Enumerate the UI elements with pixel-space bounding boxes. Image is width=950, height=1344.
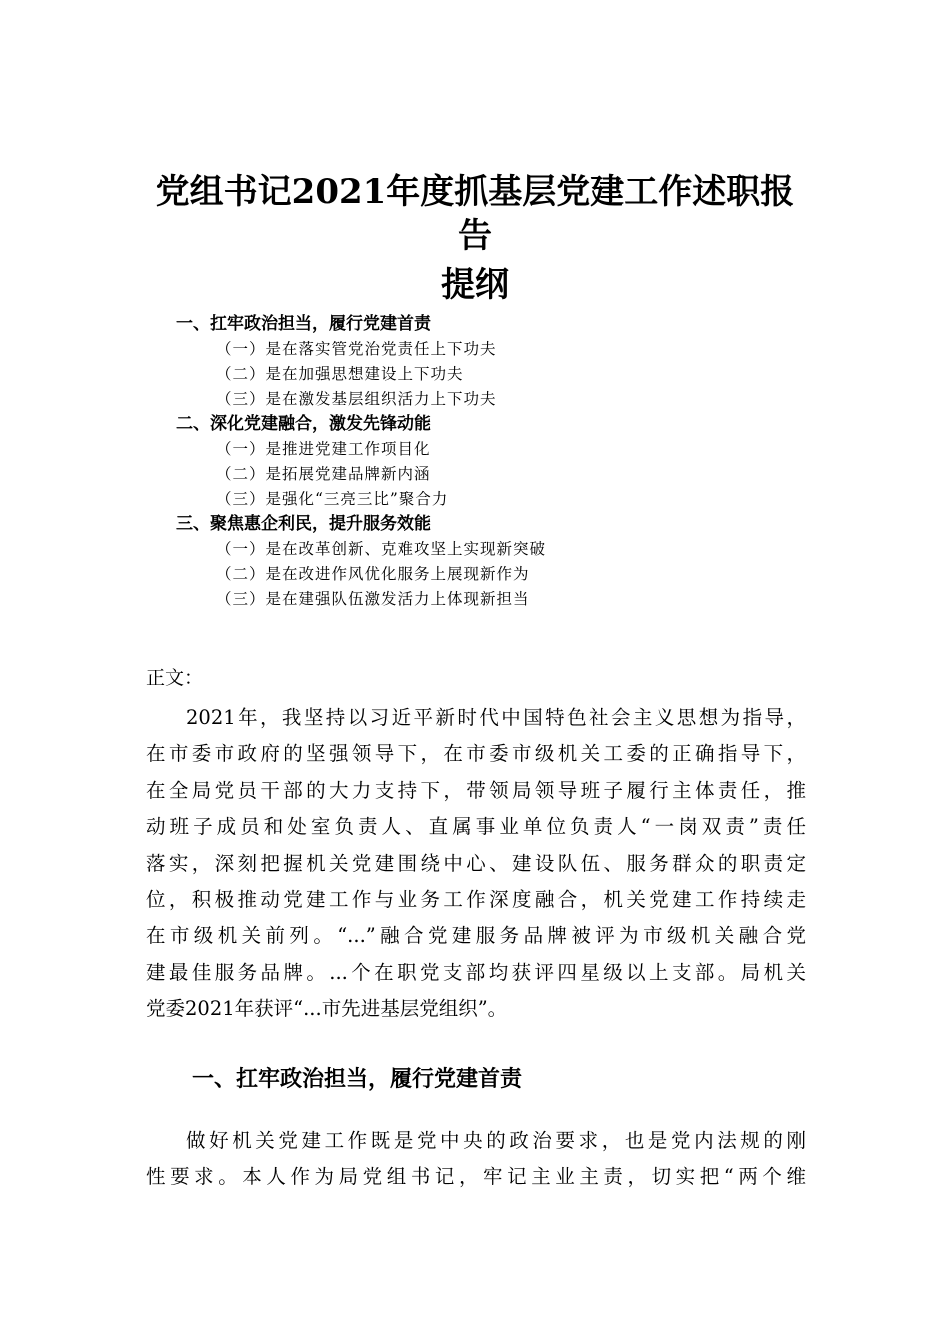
outline-item: （二）是拓展党建品牌新内涵: [216, 465, 431, 483]
section-heading-1: 一、扛牢政治担当，履行党建首责: [192, 1067, 523, 1092]
outline-item: （三）是在建强队伍激发活力上体现新担当: [216, 590, 530, 608]
outline-item: （三）是在激发基层组织活力上下功夫: [216, 390, 497, 408]
outline-subtitle: 提纲: [441, 265, 509, 305]
paragraph-line: 落实，深刻把握机关党建围绕中心、建设队伍、服务群众的职责定: [146, 851, 806, 875]
title-line-1: 党组书记2021年度抓基层党建工作述职报: [155, 172, 795, 212]
body-paragraph-2: [146, 1123, 806, 1196]
outline-section-1: 一、扛牢政治担当，履行党建首责: [176, 314, 431, 334]
outline-item: （一）是推进党建工作项目化: [216, 440, 431, 458]
paragraph-line: 做好机关党建工作既是党中央的政治要求，也是党内法规的刚: [186, 1129, 806, 1152]
outline-list: [176, 312, 816, 612]
paragraph-line: 在市委市政府的坚强领导下，在市委市级机关工委的正确指导下，: [146, 742, 806, 766]
outline-item: （一）是在落实管党治党责任上下功夫: [216, 340, 497, 358]
paragraph-line: 位，积极推动党建工作与业务工作深度融合，机关党建工作持续走: [146, 887, 806, 911]
body-label: 正文：: [146, 667, 204, 689]
outline-item: （二）是在改进作风优化服务上展现新作为: [216, 565, 530, 583]
outline-item: （一）是在改革创新、克难攻坚上实现新突破: [216, 540, 547, 558]
paragraph-line: 动班子成员和处室负责人、直属事业单位负责人“一岗双责”责任: [146, 815, 806, 839]
paragraph-line: 党委2021年获评“...市先进基层党组织”。: [146, 997, 508, 1021]
paragraph-line: 建最佳服务品牌。...个在职党支部均获评四星级以上支部。局机关: [146, 960, 806, 984]
outline-item: （三）是强化“三亮三比”聚合力: [216, 490, 449, 508]
document-title: [120, 170, 830, 258]
outline-section-3: 三、聚焦惠企利民，提升服务效能: [176, 514, 431, 534]
outline-section-2: 二、深化党建融合，激发先锋动能: [176, 414, 431, 434]
paragraph-line: 在全局党员干部的大力支持下，带领局领导班子履行主体责任，推: [146, 778, 806, 802]
title-line-2: 告: [458, 216, 492, 256]
paragraph-line: 2021年，我坚持以习近平新时代中国特色社会主义思想为指导，: [186, 706, 806, 729]
paragraph-line: 在市级机关前列。“...”融合党建服务品牌被评为市级机关融合党: [146, 924, 806, 948]
body-paragraph-1: [146, 700, 806, 1028]
outline-item: （二）是在加强思想建设上下功夫: [216, 365, 464, 383]
paragraph-line: 性要求。本人作为局党组书记，牢记主业主责，切实把“两个维: [146, 1165, 806, 1189]
